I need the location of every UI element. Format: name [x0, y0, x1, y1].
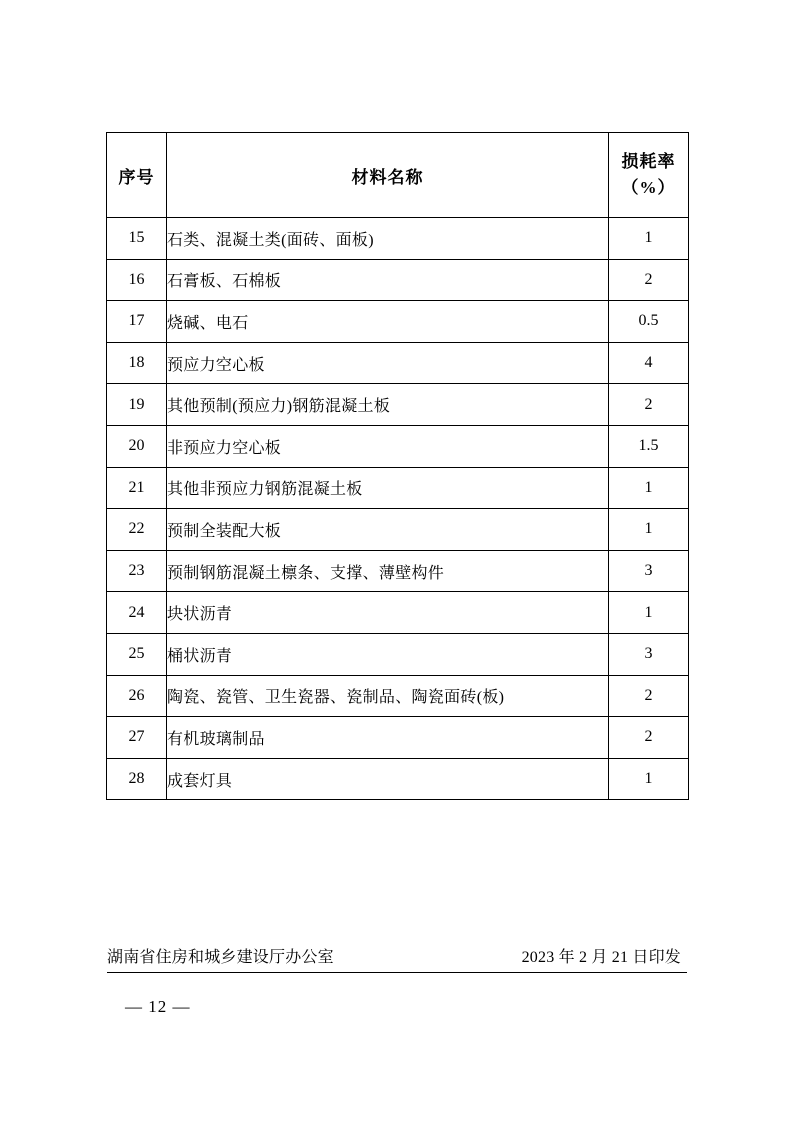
page-footer [107, 944, 687, 973]
cell-loss-rate: 0.5 [609, 301, 689, 343]
table-row [107, 384, 689, 426]
table-row [107, 342, 689, 384]
cell-no: 17 [107, 301, 167, 343]
cell-no: 22 [107, 509, 167, 551]
table-header [107, 133, 689, 218]
cell-material-name: 陶瓷、瓷管、卫生瓷器、瓷制品、陶瓷面砖(板) [167, 675, 609, 717]
cell-material-name: 预制钢筋混凝土檩条、支撑、薄壁构件 [167, 550, 609, 592]
table-row [107, 758, 689, 800]
cell-material-name: 预应力空心板 [167, 342, 609, 384]
cell-loss-rate: 2 [609, 384, 689, 426]
cell-no: 16 [107, 259, 167, 301]
material-loss-rate-table [106, 132, 689, 800]
table-row [107, 467, 689, 509]
cell-no: 24 [107, 592, 167, 634]
column-header-material-name: 材料名称 [167, 133, 609, 218]
cell-material-name: 石类、混凝土类(面砖、面板) [167, 218, 609, 260]
cell-no: 20 [107, 425, 167, 467]
cell-loss-rate: 2 [609, 675, 689, 717]
cell-material-name: 块状沥青 [167, 592, 609, 634]
cell-no: 23 [107, 550, 167, 592]
table-row [107, 509, 689, 551]
table-row [107, 592, 689, 634]
cell-no: 28 [107, 758, 167, 800]
column-header-loss-rate-line2: （%） [621, 178, 676, 197]
cell-no: 19 [107, 384, 167, 426]
cell-no: 25 [107, 633, 167, 675]
cell-no: 26 [107, 675, 167, 717]
cell-material-name: 其他非预应力钢筋混凝土板 [167, 467, 609, 509]
footer-issue-date: 2023 年 2 月 21 日印发 [521, 949, 681, 966]
cell-loss-rate: 1 [609, 592, 689, 634]
cell-no: 27 [107, 717, 167, 759]
column-header-loss-rate [609, 133, 689, 218]
table-row [107, 218, 689, 260]
cell-material-name: 石膏板、石棉板 [167, 259, 609, 301]
material-loss-rate-table-wrapper [106, 132, 688, 800]
table-row [107, 259, 689, 301]
page-number: — 12 — [125, 997, 191, 1016]
cell-loss-rate: 2 [609, 717, 689, 759]
cell-loss-rate: 1 [609, 758, 689, 800]
table-row [107, 633, 689, 675]
cell-material-name: 成套灯具 [167, 758, 609, 800]
cell-material-name: 预制全装配大板 [167, 509, 609, 551]
cell-material-name: 桶状沥青 [167, 633, 609, 675]
cell-no: 18 [107, 342, 167, 384]
table-row [107, 301, 689, 343]
footer-issuing-office: 湖南省住房和城乡建设厅办公室 [107, 949, 334, 966]
cell-loss-rate: 1 [609, 509, 689, 551]
column-header-loss-rate-line1: 损耗率 [621, 151, 676, 171]
footer-row [107, 944, 687, 972]
table-row [107, 550, 689, 592]
footer-divider [107, 972, 687, 973]
cell-material-name: 非预应力空心板 [167, 425, 609, 467]
cell-loss-rate: 1 [609, 467, 689, 509]
cell-loss-rate: 1 [609, 218, 689, 260]
table-row [107, 675, 689, 717]
table-row [107, 717, 689, 759]
table-body [107, 218, 689, 800]
cell-loss-rate: 1.5 [609, 425, 689, 467]
cell-loss-rate: 4 [609, 342, 689, 384]
table-row [107, 425, 689, 467]
cell-material-name: 其他预制(预应力)钢筋混凝土板 [167, 384, 609, 426]
cell-no: 21 [107, 467, 167, 509]
column-header-no: 序号 [107, 133, 167, 218]
cell-no: 15 [107, 218, 167, 260]
cell-loss-rate: 3 [609, 633, 689, 675]
cell-material-name: 烧碱、电石 [167, 301, 609, 343]
cell-loss-rate: 2 [609, 259, 689, 301]
table-header-row [107, 133, 689, 218]
cell-loss-rate: 3 [609, 550, 689, 592]
cell-material-name: 有机玻璃制品 [167, 717, 609, 759]
